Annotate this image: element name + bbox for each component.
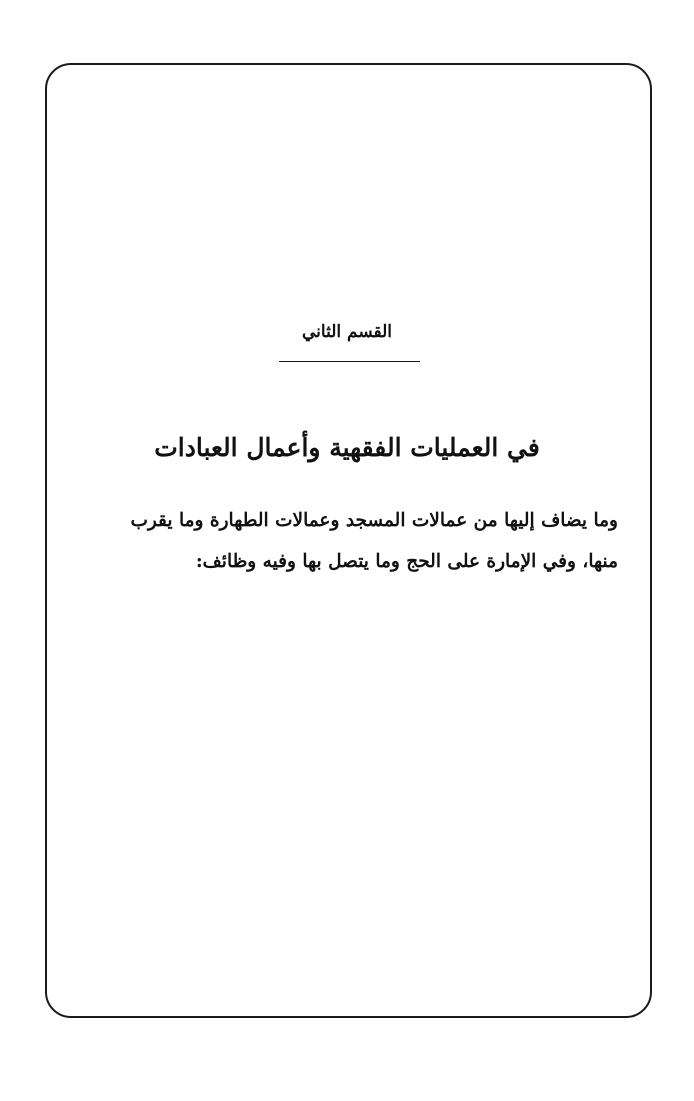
main-heading: في العمليات الفقهية وأعمال العبادات <box>154 433 540 462</box>
title-underline <box>279 361 420 362</box>
intro-paragraph <box>78 500 618 582</box>
section-title: القسم الثاني <box>301 322 392 342</box>
intro-line-1: وما يضاف إليها من عمالات المسجد وعمالات الطهارة وما يقرب <box>130 510 618 531</box>
intro-line-2: منها، وفي الإمارة على الحج وما يتصل بها وفيه وظائف: <box>195 551 618 572</box>
